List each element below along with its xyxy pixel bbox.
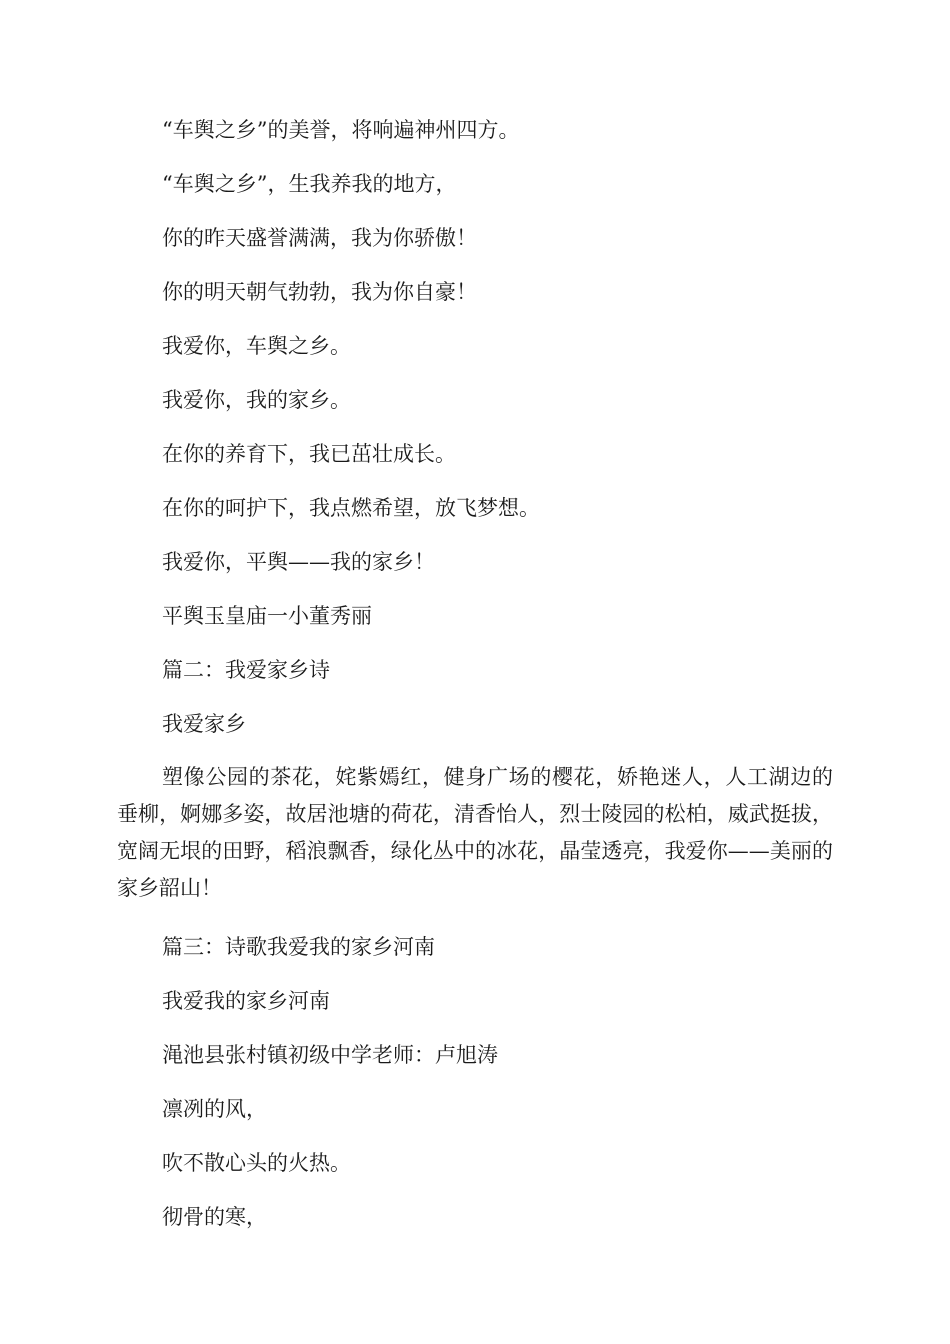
poem-line: 彻骨的寒，	[162, 1205, 267, 1229]
poem-line: 你的昨天盛誉满满，我为你骄傲！	[162, 226, 477, 250]
section-heading: 篇二：我爱家乡诗	[162, 658, 330, 682]
author-line: 平舆玉皇庙一小董秀丽	[162, 604, 372, 628]
poem-line: 吹不散心头的火热。	[162, 1151, 351, 1175]
poem-title: 我爱我的家乡河南	[162, 989, 330, 1013]
author-line: 渑池县张村镇初级中学老师：卢旭涛	[162, 1043, 498, 1067]
section-heading: 篇三：诗歌我爱我的家乡河南	[162, 935, 435, 959]
body-paragraph: 塑像公园的茶花，姹紫嫣红，健身广场的樱花，娇艳迷人，人工湖边的垂柳，婀娜多姿，故居池塘的荷花，清香怡人，烈士陵园的松柏，威武挺拔，宽阔无垠的田野，稻浪飘香，绿化丛中的冰花，晶莹透亮，我爱你——美丽的家乡韶山！	[117, 765, 833, 900]
poem-line: 我爱你，平舆——我的家乡！	[162, 550, 435, 574]
poem-line: 我爱你，车舆之乡。	[162, 334, 351, 358]
poem-line: “车舆之乡”，生我养我的地方，	[162, 172, 457, 196]
poem-line: “车舆之乡”的美誉，将响遍神州四方。	[162, 118, 520, 142]
poem-line: 在你的呵护下，我点燃希望，放飞梦想。	[162, 496, 540, 520]
poem-title: 我爱家乡	[162, 712, 246, 736]
poem-line: 我爱你，我的家乡。	[162, 388, 351, 412]
poem-line: 在你的养育下，我已茁壮成长。	[162, 442, 456, 466]
poem-line: 凛冽的风，	[162, 1097, 267, 1121]
poem-line: 你的明天朝气勃勃，我为你自豪！	[162, 280, 477, 304]
